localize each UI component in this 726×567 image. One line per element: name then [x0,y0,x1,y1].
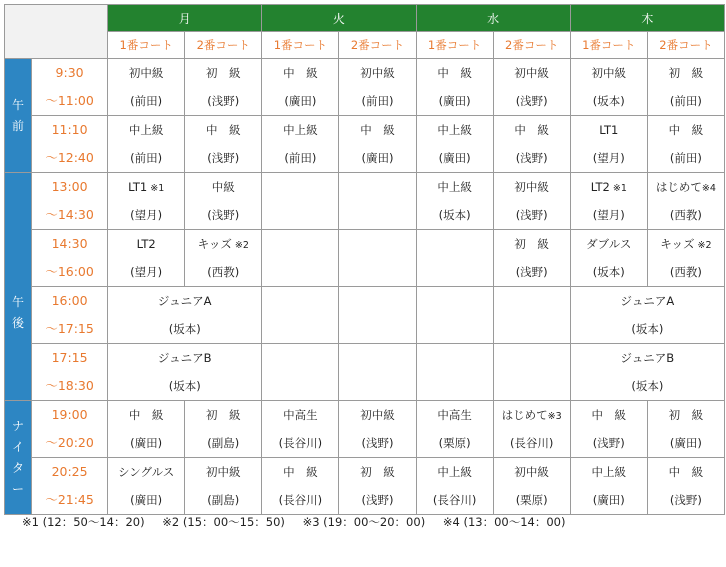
time-row [5,116,725,173]
time-row [5,287,725,344]
class-cell: 中 級 (浅野) [570,401,647,458]
empty-cell [339,230,416,287]
class-cell: 中 級 (浅野) [185,116,262,173]
empty-cell [416,344,493,401]
time-slot: 13:00 ～14:30 [32,173,108,230]
class-cell-wide: ジュニアA (坂本) [108,287,262,344]
class-cell: 初中級 (浅野) [339,401,416,458]
class-cell: 中級 (浅野) [185,173,262,230]
empty-cell [339,173,416,230]
time-row [5,344,725,401]
court-label: 1番コート [416,32,493,59]
corner-cell [5,5,108,59]
empty-cell [416,230,493,287]
class-cell-wide: ジュニアA (坂本) [570,287,724,344]
class-cell: はじめて※4 (西教) [647,173,724,230]
day-header-wed: 水 [416,5,570,32]
day-header-row [5,5,725,32]
time-slot: 9:30 ～11:00 [32,59,108,116]
class-cell: 初 級 (前田) [647,59,724,116]
class-cell: 中上級 (長谷川) [416,458,493,515]
class-cell: 中上級 (前田) [108,116,185,173]
class-cell-wide: ジュニアB (坂本) [108,344,262,401]
lesson-schedule-table [4,4,725,515]
time-row [5,230,725,287]
class-cell: 初中級 (浅野) [493,59,570,116]
class-cell: LT2 ※1 (望月) [570,173,647,230]
court-label: 1番コート [262,32,339,59]
time-row [5,59,725,116]
day-header-tue: 火 [262,5,416,32]
class-cell-wide: ジュニアB (坂本) [570,344,724,401]
court-label: 1番コート [570,32,647,59]
empty-cell [262,287,339,344]
empty-cell [493,287,570,344]
class-cell: ダブルス (坂本) [570,230,647,287]
time-slot: 19:00 ～20:20 [32,401,108,458]
class-cell: キッズ ※2 (西教) [647,230,724,287]
empty-cell [262,344,339,401]
class-cell: LT2 (望月) [108,230,185,287]
class-cell: 中上級 (坂本) [416,173,493,230]
class-cell: LT1 ※1 (望月) [108,173,185,230]
class-cell: 中高生 (栗原) [416,401,493,458]
empty-cell [262,230,339,287]
empty-cell [339,344,416,401]
court-label: 2番コート [185,32,262,59]
time-slot: 20:25 ～21:45 [32,458,108,515]
class-cell: 初中級 (浅野) [493,173,570,230]
class-cell: 中 級 (前田) [647,116,724,173]
class-cell: 初中級 (前田) [108,59,185,116]
class-cell: 初 級 (浅野) [185,59,262,116]
class-cell: 中上級 (廣田) [416,116,493,173]
class-cell: 初中級 (副島) [185,458,262,515]
class-cell: 初中級 (前田) [339,59,416,116]
time-slot: 11:10 ～12:40 [32,116,108,173]
class-cell: 初中級 (坂本) [570,59,647,116]
period-label-morning: 午 前 [5,59,32,173]
class-cell: 中高生 (長谷川) [262,401,339,458]
class-cell: 中 級 (長谷川) [262,458,339,515]
time-slot: 14:30 ～16:00 [32,230,108,287]
class-cell: 初中級 (栗原) [493,458,570,515]
footnote: ※3 (19：00～20：00) [302,515,426,529]
court-header-row [5,32,725,59]
court-label: 2番コート [647,32,724,59]
class-cell: 中 級 (浅野) [493,116,570,173]
day-header-mon: 月 [108,5,262,32]
class-cell: 中 級 (廣田) [339,116,416,173]
court-label: 2番コート [493,32,570,59]
class-cell: 初 級 (浅野) [339,458,416,515]
class-cell: 初 級 (副島) [185,401,262,458]
class-cell: 初 級 (浅野) [493,230,570,287]
class-cell: 中 級 (廣田) [416,59,493,116]
empty-cell [262,173,339,230]
day-header-thu: 木 [570,5,724,32]
class-cell: 中上級 (前田) [262,116,339,173]
class-cell: 中上級 (廣田) [570,458,647,515]
class-cell: LT1 (望月) [570,116,647,173]
class-cell: 中 級 (廣田) [108,401,185,458]
footnotes [22,514,579,530]
class-cell: シングルス (廣田) [108,458,185,515]
class-cell: 初 級 (廣田) [647,401,724,458]
class-cell: 中 級 (浅野) [647,458,724,515]
footnote: ※2 (15：00～15：50) [162,515,285,529]
time-row [5,401,725,458]
period-label-night: ナ イ タ ー [5,401,32,515]
period-label-afternoon: 午 後 [5,173,32,401]
class-cell: 中 級 (廣田) [262,59,339,116]
empty-cell [493,344,570,401]
time-slot: 16:00 ～17:15 [32,287,108,344]
court-label: 1番コート [108,32,185,59]
time-row [5,458,725,515]
time-slot: 17:15 ～18:30 [32,344,108,401]
court-label: 2番コート [339,32,416,59]
empty-cell [416,287,493,344]
footnote: ※4 (13：00～14：00) [442,515,566,529]
class-cell: キッズ ※2 (西教) [185,230,262,287]
class-cell: はじめて※3 (長谷川) [493,401,570,458]
empty-cell [339,287,416,344]
footnote: ※1 (12：50～14：20) [22,515,145,529]
time-row [5,173,725,230]
